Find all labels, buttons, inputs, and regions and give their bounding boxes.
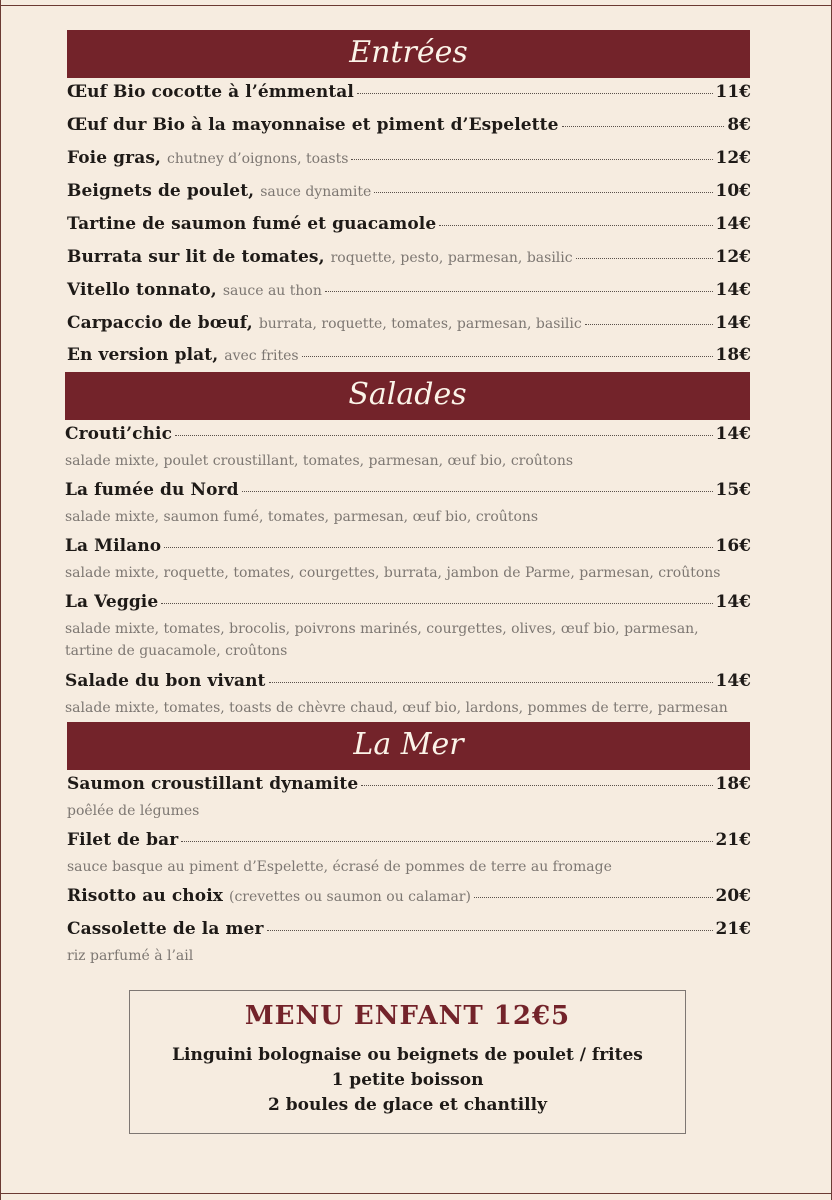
item-description: salade mixte, tomates, toasts de chèvre chaud, œuf bio, lardons, pommes de terre, parmesan <box>65 700 728 716</box>
menu-item-croutichic <box>65 424 751 452</box>
dot-leader <box>361 785 712 786</box>
menu-item-version-plat <box>67 345 751 373</box>
item-name: Vitello tonnato, <box>67 280 217 300</box>
item-name: Filet de bar <box>67 830 179 850</box>
menu-item-risotto <box>67 886 751 914</box>
kids-menu-lines <box>130 1043 685 1118</box>
item-name: Carpaccio de bœuf, <box>67 313 253 333</box>
item-note: (crevettes ou saumon ou calamar) <box>229 889 471 905</box>
item-price: 8€ <box>727 115 751 135</box>
item-note: avec frites <box>224 348 299 364</box>
item-price: 21€ <box>715 830 751 850</box>
dot-leader <box>374 192 712 193</box>
dot-leader <box>325 291 713 292</box>
menu-item-filet-bar <box>67 830 751 858</box>
menu-item-carpaccio <box>67 313 751 341</box>
item-name: Œuf Bio cocotte à l’émmental <box>67 82 354 102</box>
item-description: riz parfumé à l’ail <box>67 948 194 964</box>
item-description: poêlée de légumes <box>67 803 200 819</box>
dot-leader <box>175 435 712 436</box>
item-name: Beignets de poulet, <box>67 181 255 201</box>
dot-leader <box>439 225 712 226</box>
item-name: Risotto au choix <box>67 886 223 906</box>
dot-leader <box>562 126 725 127</box>
item-name: Tartine de saumon fumé et guacamole <box>67 214 437 234</box>
item-price: 18€ <box>715 774 751 794</box>
item-price: 12€ <box>715 148 751 168</box>
item-name: Salade du bon vivant <box>65 671 266 691</box>
item-price: 14€ <box>715 214 751 234</box>
item-price: 11€ <box>715 82 751 102</box>
item-name: En version plat, <box>67 345 219 365</box>
item-description: sauce basque au piment d’Espelette, écrasé de pommes de terre au fromage <box>67 859 612 875</box>
dot-leader <box>351 159 712 160</box>
frame-left-line <box>0 0 1 1200</box>
dot-leader <box>242 491 713 492</box>
dot-leader <box>585 324 713 325</box>
item-name: La Milano <box>65 536 162 556</box>
frame-bottom-line <box>0 1193 832 1194</box>
item-name: Œuf dur Bio à la mayonnaise et piment d’Espelette <box>67 115 559 135</box>
item-name: Crouti’chic <box>65 424 173 444</box>
dot-leader <box>302 356 713 357</box>
dot-leader <box>181 841 712 842</box>
section-banner-entrees <box>67 30 750 78</box>
item-note: chutney d’oignons, toasts <box>167 151 349 167</box>
menu-item-milano <box>65 536 751 564</box>
menu-item-bon-vivant <box>65 671 751 699</box>
item-name: Foie gras, <box>67 148 162 168</box>
menu-item-saumon-croustillant <box>67 774 751 802</box>
item-name: Cassolette de la mer <box>67 919 264 939</box>
item-price: 10€ <box>715 181 751 201</box>
kids-menu-line: 2 boules de glace et chantilly <box>268 1095 547 1115</box>
item-name: La fumée du Nord <box>65 480 239 500</box>
menu-item-oeuf-cocotte <box>67 82 751 110</box>
item-description: salade mixte, tomates, brocolis, poivrons marinés, courgettes, olives, œuf bio, parmesan, <box>65 621 699 637</box>
kids-menu-line: Linguini bolognaise ou beignets de poulet / frites <box>172 1045 643 1065</box>
item-description: salade mixte, poulet croustillant, tomates, parmesan, œuf bio, croûtons <box>65 453 574 469</box>
kids-menu-title: MENU ENFANT 12€5 <box>244 1001 571 1031</box>
section-title-la-mer: La Mer <box>353 727 464 762</box>
item-description: salade mixte, roquette, tomates, courgettes, burrata, jambon de Parme, parmesan, croûtons <box>65 565 721 581</box>
menu-item-tartine-saumon <box>67 214 751 242</box>
item-name: La Veggie <box>65 592 159 612</box>
dot-leader <box>267 930 713 931</box>
frame-top-line <box>0 5 832 6</box>
item-price: 14€ <box>715 280 751 300</box>
item-price: 15€ <box>715 480 751 500</box>
item-price: 20€ <box>715 886 751 906</box>
section-title-salades: Salades <box>348 377 467 412</box>
menu-item-vitello <box>67 280 751 308</box>
item-name: Saumon croustillant dynamite <box>67 774 359 794</box>
menu-item-foie-gras <box>67 148 751 176</box>
kids-menu-line: 1 petite boisson <box>331 1070 484 1090</box>
item-note: sauce dynamite <box>260 184 372 200</box>
item-price: 21€ <box>715 919 751 939</box>
dot-leader <box>269 682 713 683</box>
item-note: roquette, pesto, parmesan, basilic <box>330 250 573 266</box>
item-description: salade mixte, saumon fumé, tomates, parmesan, œuf bio, croûtons <box>65 509 539 525</box>
item-price: 14€ <box>715 313 751 333</box>
section-banner-salades <box>65 372 750 420</box>
menu-item-cassolette <box>67 919 751 947</box>
menu-item-fumee-nord <box>65 480 751 508</box>
item-description: tartine de guacamole, croûtons <box>65 643 288 659</box>
dot-leader <box>474 897 713 898</box>
item-price: 18€ <box>715 345 751 365</box>
item-price: 12€ <box>715 247 751 267</box>
item-note: sauce au thon <box>222 283 322 299</box>
menu-item-veggie <box>65 592 751 620</box>
item-price: 16€ <box>715 536 751 556</box>
dot-leader <box>164 547 712 548</box>
menu-item-oeuf-dur <box>67 115 751 143</box>
item-name: Burrata sur lit de tomates, <box>67 247 325 267</box>
item-price: 14€ <box>715 671 751 691</box>
dot-leader <box>161 603 712 604</box>
item-price: 14€ <box>715 592 751 612</box>
section-banner-la-mer <box>67 722 750 770</box>
dot-leader <box>576 258 713 259</box>
dot-leader <box>357 93 713 94</box>
kids-menu-box <box>129 990 686 1134</box>
item-price: 14€ <box>715 424 751 444</box>
menu-item-burrata <box>67 247 751 275</box>
item-note: burrata, roquette, tomates, parmesan, basilic <box>258 316 582 332</box>
section-title-entrees: Entrées <box>349 35 468 70</box>
menu-item-beignets <box>67 181 751 209</box>
